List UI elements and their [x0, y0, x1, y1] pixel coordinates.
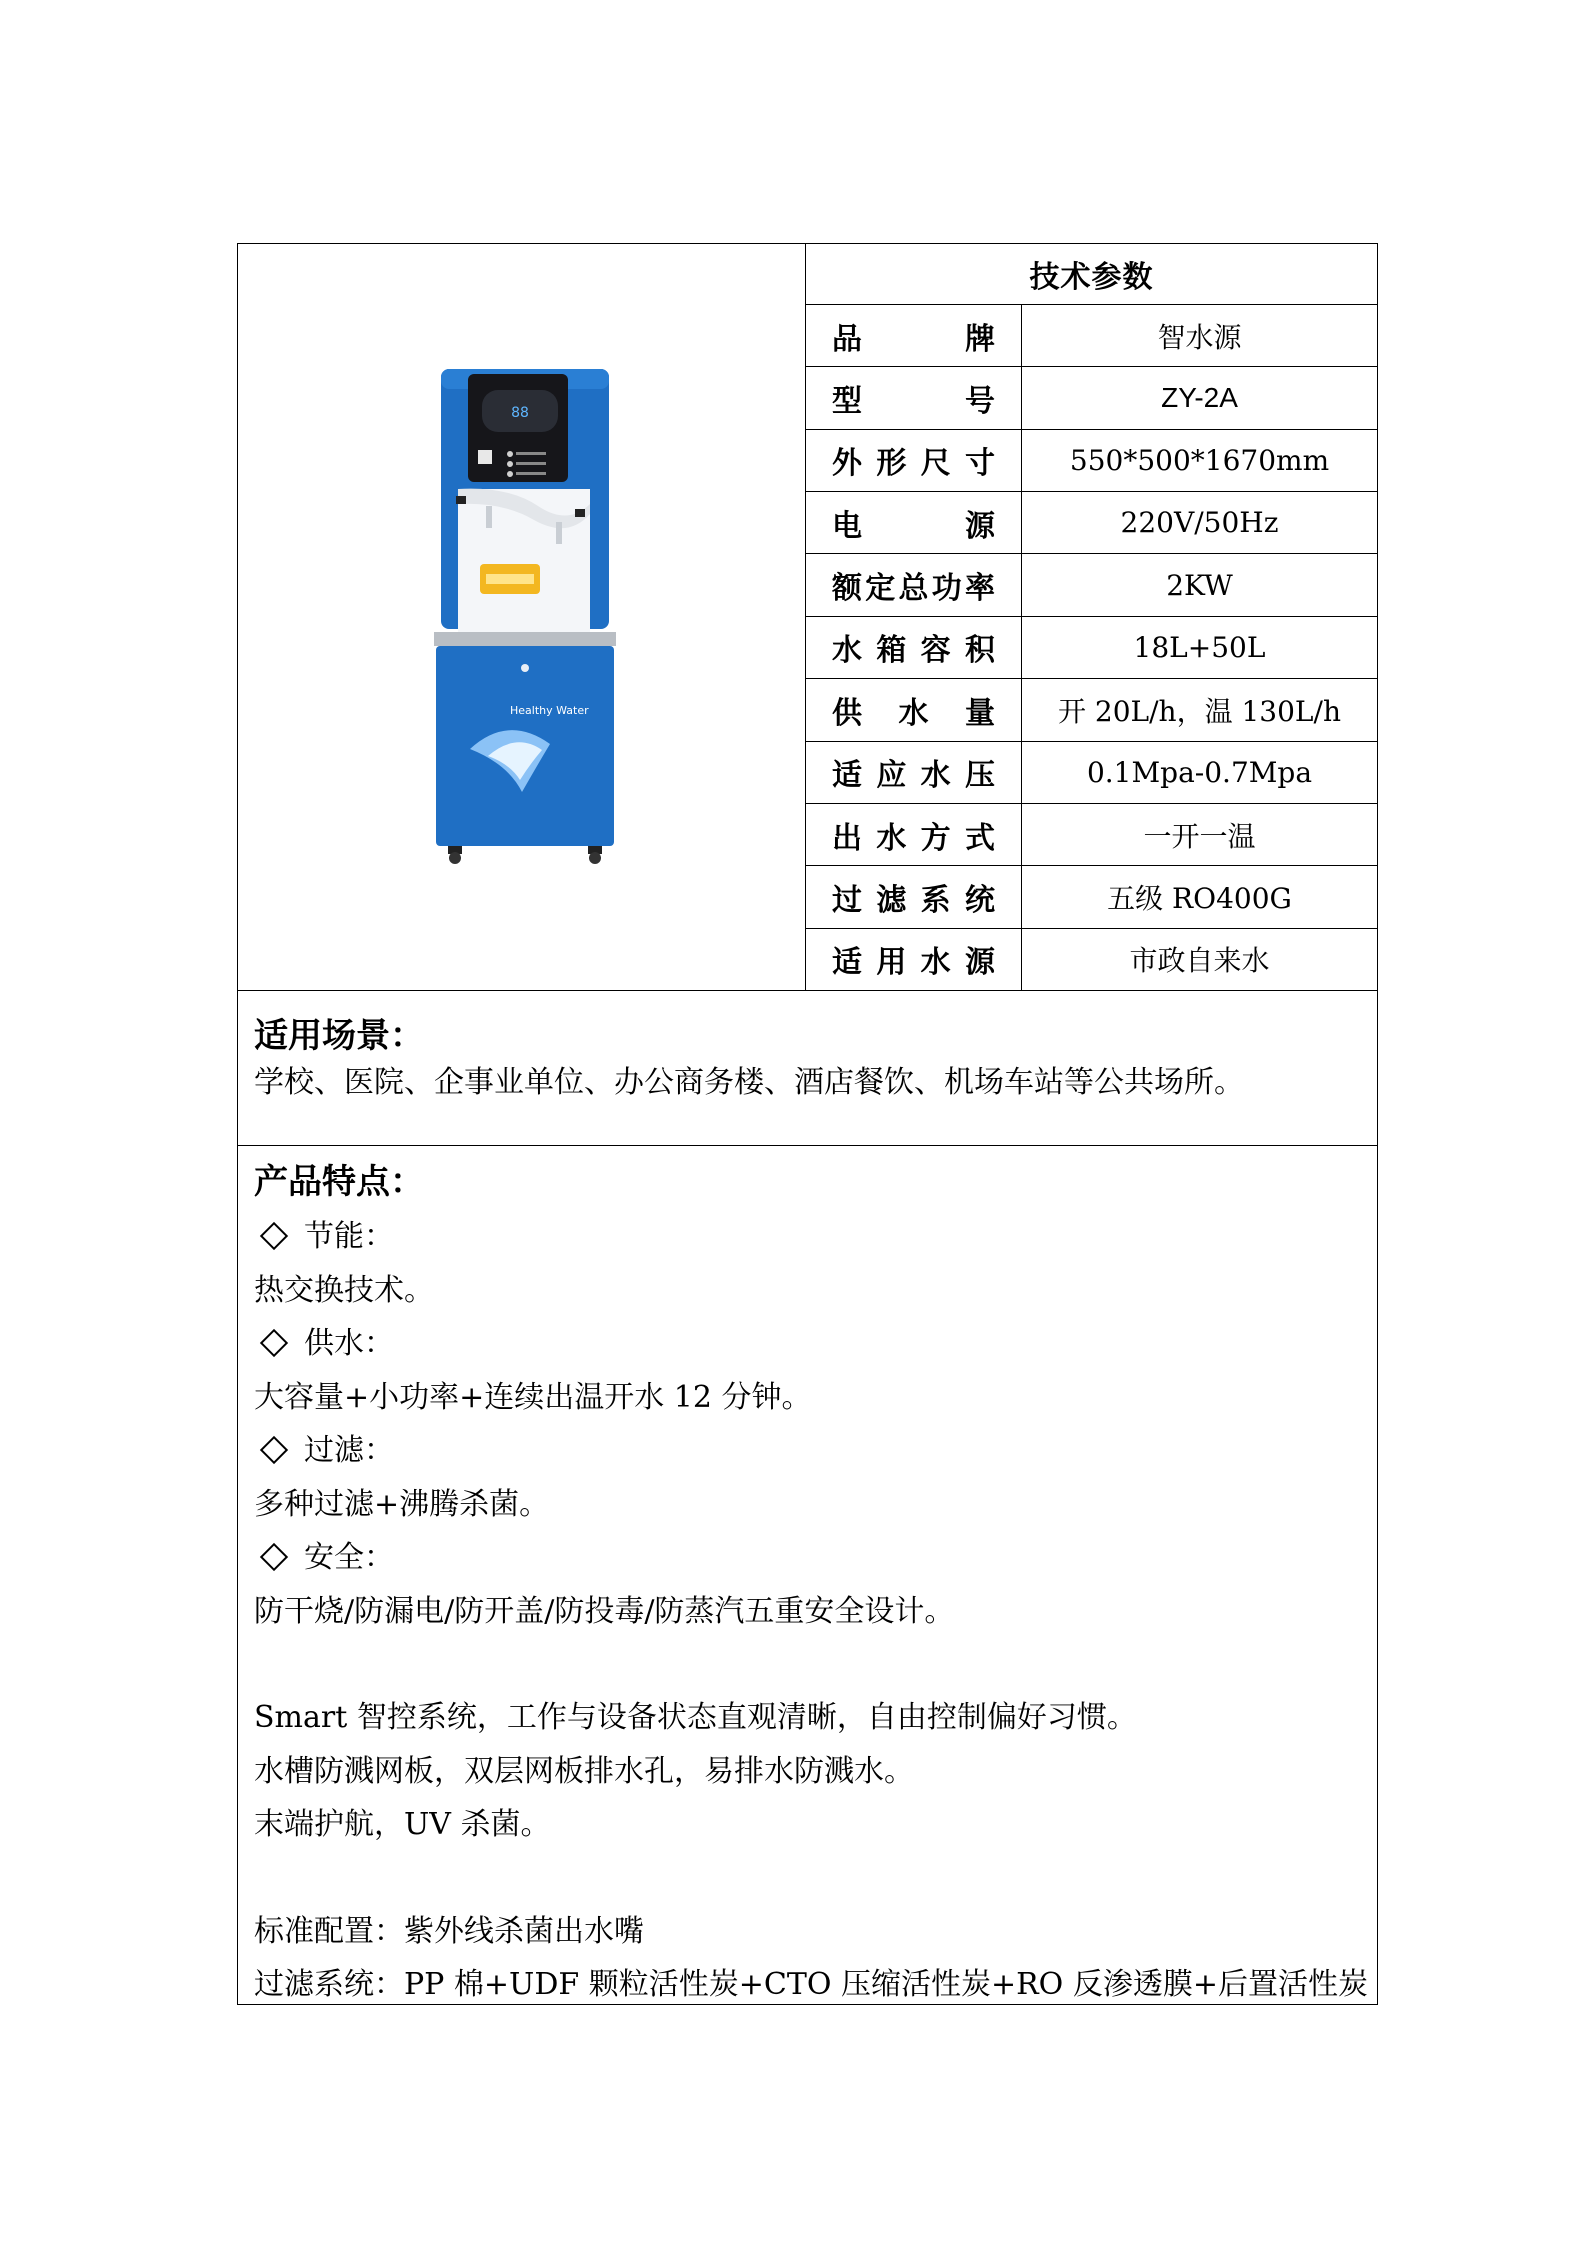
spec-row-tank — [806, 617, 1377, 679]
spec-value: 2KW — [1166, 568, 1233, 602]
spec-row-size — [806, 430, 1377, 492]
spec-label: 过滤系统 — [832, 882, 995, 918]
diamond-icon — [260, 1222, 288, 1250]
product-spec-sheet — [237, 243, 1378, 2005]
diamond-icon — [260, 1543, 288, 1571]
diamond-icon — [260, 1436, 288, 1464]
feature-heading: 节能： — [254, 1210, 1361, 1264]
spec-row-pressure — [806, 742, 1377, 804]
config-line: 标准配置：紫外线杀菌出水嘴 — [254, 1913, 644, 1949]
spec-label: 额定总功率 — [832, 571, 995, 607]
feature-heading: 安全： — [254, 1531, 1361, 1585]
spec-value: 开 20L/h，温 130L/h — [1058, 694, 1341, 728]
spec-row-supply — [806, 679, 1377, 741]
scene-text: 学校、医院、企事业单位、办公商务楼、酒店餐饮、机场车站等公共场所。 — [254, 1065, 1244, 1100]
spec-value: 一开一温 — [1143, 819, 1256, 853]
spec-label: 出水方式 — [832, 820, 995, 856]
spec-label: 适用水源 — [832, 945, 995, 981]
features-section — [238, 1146, 1377, 2004]
spec-value: 五级 RO400G — [1107, 881, 1292, 915]
svg-text:88: 88 — [511, 405, 529, 421]
spec-value: 550*500*1670mm — [1069, 443, 1330, 477]
feature-heading: 供水： — [254, 1317, 1361, 1371]
spec-value: 市政自来水 — [1129, 944, 1270, 978]
extra-feature-line: Smart 智控系统，工作与设备状态直观清晰，自由控制偏好习惯。 — [254, 1700, 1137, 1735]
spec-label: 外形尺寸 — [832, 446, 995, 482]
healthy-water-logo: Healthy Water — [510, 704, 589, 717]
feature-text: 大容量+小功率+连续出温开水 12 分钟。 — [254, 1379, 812, 1415]
spec-row-brand — [806, 305, 1377, 367]
product-image-cell — [238, 244, 806, 990]
features-title: 产品特点： — [254, 1162, 424, 1202]
spec-value: 智水源 — [1157, 320, 1242, 354]
feature-heading: 过滤： — [254, 1424, 1361, 1478]
extra-feature-line: 末端护航，UV 杀菌。 — [254, 1807, 551, 1842]
spec-value: 0.1Mpa-0.7Mpa — [1086, 755, 1313, 789]
spec-row-source — [806, 929, 1377, 990]
spec-label: 适应水压 — [832, 758, 995, 794]
spec-row-power-supply — [806, 492, 1377, 554]
feature-text: 多种过滤+沸腾杀菌。 — [254, 1486, 550, 1522]
spec-label: 电 源 — [832, 508, 995, 544]
feature-text: 热交换技术。 — [254, 1272, 434, 1308]
config-line: 过滤系统：PP 棉+UDF 颗粒活性炭+CTO 压缩活性炭+RO 反渗透膜+后置活性炭 — [254, 1967, 1368, 2002]
spec-top-section — [238, 244, 1377, 991]
spec-label: 供 水 量 — [832, 695, 995, 731]
spec-label: 型 号 — [832, 384, 995, 420]
scene-title: 适用场景： — [254, 1016, 424, 1056]
extra-feature-line: 水槽防溅网板，双层网板排水孔，易排水防溅水。 — [254, 1753, 914, 1789]
spec-table — [806, 244, 1377, 990]
spec-row-model — [806, 367, 1377, 429]
spec-value: ZY-2A — [1161, 382, 1238, 414]
spec-value: 18L+50L — [1133, 630, 1266, 664]
diamond-icon — [260, 1329, 288, 1357]
feature-text: 防干烧/防漏电/防开盖/防投毒/防蒸汽五重安全设计。 — [254, 1593, 955, 1629]
spec-value: 220V/50Hz — [1120, 506, 1279, 540]
spec-title: 技术参数 — [806, 244, 1377, 305]
spec-row-outlet — [806, 804, 1377, 866]
spec-label: 水箱容积 — [832, 633, 995, 669]
spec-label: 品 牌 — [832, 321, 995, 357]
product-image — [238, 244, 804, 989]
spec-row-filter — [806, 866, 1377, 928]
application-scene-section — [238, 991, 1377, 1146]
spec-row-rated-power — [806, 554, 1377, 616]
